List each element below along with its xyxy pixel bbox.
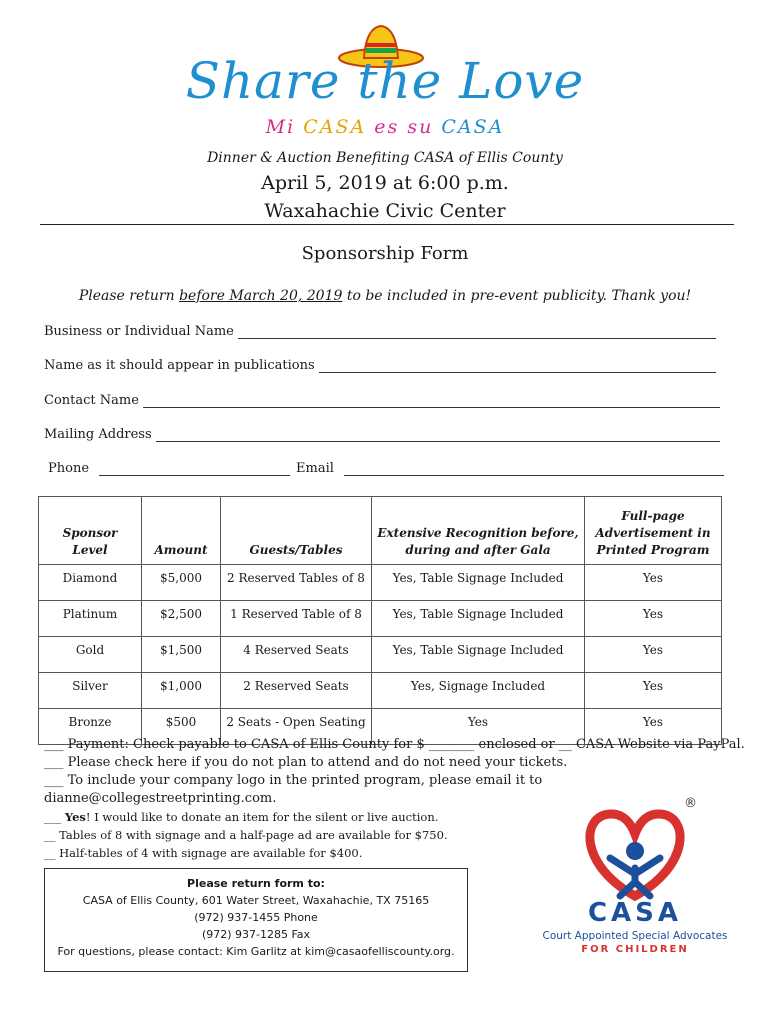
cell-advert: Yes xyxy=(585,709,722,745)
tables-half-line: __ Tables of 8 with signage and a half-page ad are available for $750. xyxy=(44,828,448,842)
cell-guests: 4 Reserved Seats xyxy=(221,637,372,673)
table-row xyxy=(39,673,722,709)
registered-mark: ® xyxy=(684,796,697,811)
cell-amount: $5,000 xyxy=(142,565,221,601)
mailing-address-line[interactable] xyxy=(156,429,720,442)
cell-level: Silver xyxy=(39,673,142,709)
table-row xyxy=(39,565,722,601)
publication-name-line[interactable] xyxy=(319,360,716,373)
cell-level: Gold xyxy=(39,637,142,673)
header-level: Sponsor Level xyxy=(39,497,142,565)
cell-level: Platinum xyxy=(39,601,142,637)
cell-recognition: Yes xyxy=(372,709,585,745)
cell-level: Bronze xyxy=(39,709,142,745)
table-row xyxy=(39,601,722,637)
form-title: Sponsorship Form xyxy=(301,243,469,264)
return-address: CASA of Ellis County, 601 Water Street, Waxahachie, TX 75165 xyxy=(82,894,430,907)
header-advert: Full-page Advertisement in Printed Program xyxy=(585,497,722,565)
publication-name-field[interactable] xyxy=(44,358,716,373)
field-label: Phone xyxy=(48,461,90,476)
field-label: Business or Individual Name xyxy=(44,324,234,339)
half-tables-line: __ Half-tables of 4 with signage are available for $400. xyxy=(44,846,363,860)
cell-guests: 2 Reserved Seats xyxy=(221,673,372,709)
event-date: April 5, 2019 at 6:00 p.m. xyxy=(261,172,509,194)
cell-guests: 1 Reserved Table of 8 xyxy=(221,601,372,637)
tagline-word: CASA xyxy=(441,116,505,138)
cell-amount: $1,000 xyxy=(142,673,221,709)
logo-email-line[interactable]: ___ To include your company logo in the printed program, please email it to dianne@collegestreetprinting.com. xyxy=(44,773,543,806)
cell-level: Diamond xyxy=(39,565,142,601)
mailing-address-field[interactable] xyxy=(44,427,720,442)
return-note-post: to be included in pre-event publicity. Thank you! xyxy=(342,288,692,304)
field-label: Name as it should appear in publications xyxy=(44,358,315,373)
field-label: Mailing Address xyxy=(44,427,152,442)
tagline-word: CASA xyxy=(303,116,367,138)
field-label: Contact Name xyxy=(44,393,139,408)
cell-recognition: Yes, Signage Included xyxy=(372,673,585,709)
tagline-word: es xyxy=(374,116,400,138)
cell-recognition: Yes, Table Signage Included xyxy=(372,637,585,673)
cell-advert: Yes xyxy=(585,673,722,709)
cell-recognition: Yes, Table Signage Included xyxy=(372,601,585,637)
cell-advert: Yes xyxy=(585,601,722,637)
cell-advert: Yes xyxy=(585,637,722,673)
header-recognition: Extensive Recognition before, during and after Gala xyxy=(372,497,585,565)
email-line[interactable] xyxy=(344,463,724,476)
cell-amount: $2,500 xyxy=(142,601,221,637)
table-row xyxy=(39,637,722,673)
business-name-line[interactable] xyxy=(238,326,716,339)
return-address-box xyxy=(44,868,468,972)
no-attend-line[interactable]: ___ Please check here if you do not plan to attend and do not need your tickets. xyxy=(44,755,568,770)
cell-amount: $1,500 xyxy=(142,637,221,673)
email-field[interactable] xyxy=(296,461,724,476)
return-phone: (972) 937-1455 Phone xyxy=(194,911,318,924)
phone-line[interactable] xyxy=(99,463,290,476)
business-name-field[interactable] xyxy=(44,324,716,339)
return-note xyxy=(0,288,770,304)
casa-logo-tag: FOR CHILDREN xyxy=(581,944,689,955)
tagline-word: Mi xyxy=(265,116,296,138)
auction-blank: ___ xyxy=(44,810,62,824)
contact-name-line[interactable] xyxy=(143,395,720,408)
logo-tagline xyxy=(0,116,770,138)
return-box-heading: Please return form to: xyxy=(187,877,325,890)
auction-rest: ! I would like to donate an item for the silent or live auction. xyxy=(85,810,439,824)
return-note-pre: Please return xyxy=(78,288,180,304)
cell-advert: Yes xyxy=(585,565,722,601)
cell-amount: $500 xyxy=(142,709,221,745)
event-subtitle: Dinner & Auction Benefiting CASA of Ellis County xyxy=(207,150,563,166)
return-questions: For questions, please contact: Kim Garlitz at kim@casaofelliscounty.org. xyxy=(57,945,455,958)
cell-guests: 2 Seats - Open Seating xyxy=(221,709,372,745)
return-deadline: before March 20, 2019 xyxy=(179,288,343,304)
auction-yes: Yes xyxy=(64,810,86,824)
sponsorship-table xyxy=(38,496,722,745)
cell-recognition: Yes, Table Signage Included xyxy=(372,565,585,601)
header-amount: Amount xyxy=(142,497,221,565)
event-venue: Waxahachie Civic Center xyxy=(264,200,506,222)
logo-title: Share the Love xyxy=(185,52,585,110)
table-header-row xyxy=(39,497,722,565)
tagline-word: su xyxy=(407,116,434,138)
casa-logo-subtitle: Court Appointed Special Advocates xyxy=(542,930,728,942)
payment-line[interactable]: ___ Payment: Check payable to CASA of Ellis County for $ _______ enclosed or __ CASA Website via PayPal. xyxy=(44,737,745,752)
header-divider xyxy=(40,224,734,225)
header-guests: Guests/Tables xyxy=(221,497,372,565)
casa-logo-name: CASA xyxy=(587,898,683,928)
return-fax: (972) 937-1285 Fax xyxy=(201,928,311,941)
field-label: Email xyxy=(296,461,334,476)
contact-name-field[interactable] xyxy=(44,393,720,408)
phone-field[interactable] xyxy=(48,461,290,476)
cell-guests: 2 Reserved Tables of 8 xyxy=(221,565,372,601)
